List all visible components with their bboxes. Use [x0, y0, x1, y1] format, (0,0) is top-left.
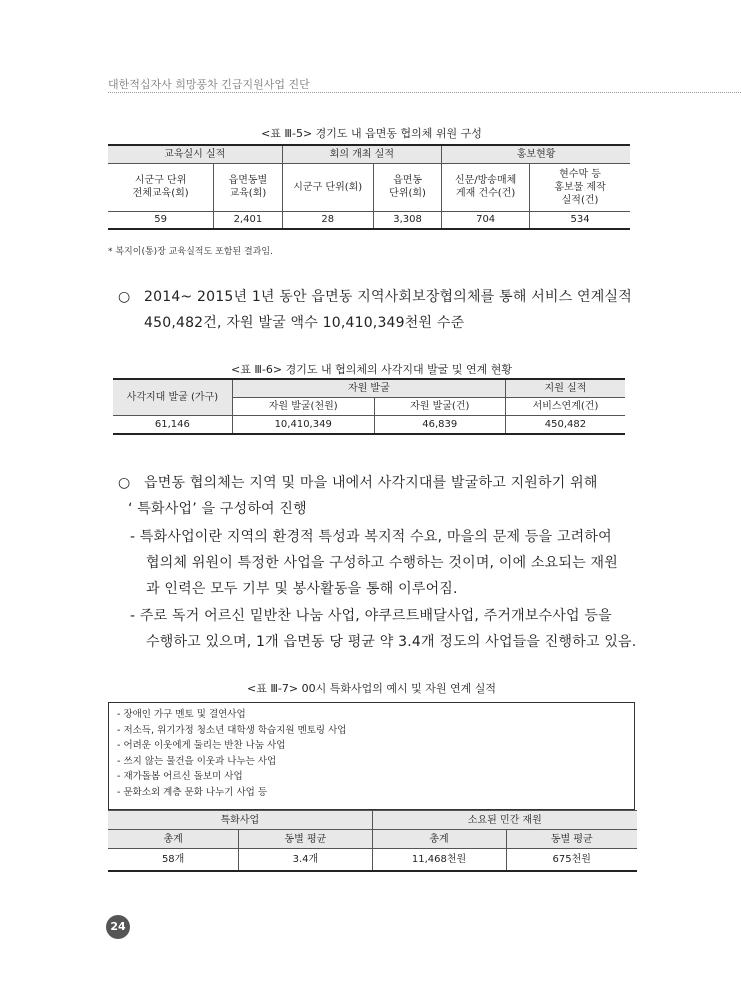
table6-cell: 46,839 — [374, 415, 505, 434]
table5 — [108, 144, 630, 230]
header-rule — [108, 92, 741, 93]
table7-subheader: 총계 — [372, 830, 506, 849]
page-number: 24 — [106, 915, 130, 939]
table5-subheader: 현수막 등 홍보물 제작 실적(건) — [530, 163, 630, 211]
example-item: - 저소득, 위기가정 청소년 대학생 학습지원 멘토링 사업 — [117, 724, 347, 736]
bullet-paragraph-1 — [118, 284, 638, 336]
table7-cell: 3.4개 — [239, 849, 372, 871]
dash1-line1: - 특화사업이란 지역의 환경적 특성과 복지적 수요, 마을의 문제 등을 고려하여 — [130, 529, 612, 545]
bullet-paragraph-2 — [118, 470, 638, 522]
table5-cell: 534 — [530, 211, 630, 229]
dash1-line2: 협의체 위원이 특정한 사업을 구성하고 수행하는 것이며, 이에 소요되는 재원 — [146, 555, 618, 571]
table7-subheader: 동별 평균 — [506, 830, 637, 849]
table7-caption: <표 Ⅲ-7> 00시 특화사업의 예시 및 자원 연계 실적 — [247, 682, 496, 695]
dash-paragraph-2 — [130, 603, 640, 655]
example-item: - 문화소외 계층 문화 나누기 사업 등 — [117, 786, 268, 798]
table6-subheader: 자원 발굴(건) — [374, 397, 505, 415]
table6-cell: 450,482 — [505, 415, 625, 434]
bullet-circle-icon: ○ — [118, 289, 131, 305]
header-title: 대한적십자사 희망풍차 긴급지원사업 진단 — [108, 78, 310, 91]
table5-subheader: 신문/방송매체 게재 건수(건) — [442, 163, 530, 211]
dash2-line1: - 주로 독거 어르신 밑반찬 나눔 사업, 야쿠르트배달사업, 주거개보수사업 등을 — [130, 608, 612, 624]
table7-cell: 58개 — [108, 849, 239, 871]
table7 — [108, 810, 637, 872]
table6-subheader: 서비스연계(건) — [505, 397, 625, 415]
table7-subheader: 총계 — [108, 830, 239, 849]
example-item: - 장애인 가구 멘토 및 결연사업 — [117, 709, 246, 720]
table5-subheader: 읍면동 단위(회) — [373, 163, 441, 211]
table7-header-private: 소요된 민간 재원 — [372, 811, 637, 830]
table6-cell: 61,146 — [113, 415, 232, 434]
table5-cell: 59 — [108, 211, 214, 229]
bullet2-line2: ‘ 특화사업’ 을 구성하여 진행 — [128, 501, 307, 517]
table5-note: * 복지이(통)장 교육실적도 포함된 결과임. — [108, 247, 273, 257]
table6-header-support: 지원 실적 — [505, 379, 625, 397]
bullet1-line2: 450,482건, 자원 발굴 액수 10,410,349천원 수준 — [144, 315, 465, 331]
table6-header-resource: 자원 발굴 — [232, 379, 505, 397]
table6-header-blindspot: 사각지대 발굴 (가구) — [113, 379, 232, 415]
example-item: - 재가돌봄 어르신 돌보미 사업 — [117, 771, 243, 782]
table5-caption: <표 Ⅲ-5> 경기도 내 읍면동 협의체 위원 구성 — [261, 127, 482, 140]
example-item: - 어려운 이웃에게 둘리는 반찬 나눔 사업 — [117, 740, 286, 751]
table5-cell: 3,308 — [373, 211, 441, 229]
example-item: - 쓰지 않는 물건을 이웃과 나누는 사업 — [117, 755, 277, 767]
table7-cell: 675천원 — [506, 849, 637, 871]
table6-subheader: 자원 발굴(천원) — [232, 397, 374, 415]
bullet-circle-icon: ○ — [118, 475, 131, 491]
table5-cell: 2,401 — [214, 211, 282, 229]
dash2-line2: 수행하고 있으며, 1개 읍면동 당 평균 약 3.4개 정도의 사업들을 진행하고 있음. — [146, 634, 637, 650]
bullet2-line1: 읍면동 협의체는 지역 및 마을 내에서 사각지대를 발굴하고 지원하기 위해 — [144, 475, 598, 491]
table5-cell: 704 — [442, 211, 530, 229]
table5-header-education: 교육실시 실적 — [108, 145, 282, 163]
table7-subheader: 동별 평균 — [239, 830, 372, 849]
table6-caption: <표 Ⅲ-6> 경기도 내 협의체의 사각지대 발굴 및 연계 현황 — [231, 363, 512, 376]
table5-subheader: 읍면동별 교육(회) — [214, 163, 282, 211]
table7-header-special: 특화사업 — [108, 811, 372, 830]
table5-header-meeting: 회의 개최 실적 — [282, 145, 442, 163]
dash1-line3: 과 인력은 모두 기부 및 봉사활동을 통해 이루어짐. — [146, 581, 458, 597]
dash-paragraph-1 — [130, 524, 640, 602]
table7-examples-box — [108, 702, 635, 810]
table5-header-promotion: 홍보현황 — [442, 145, 630, 163]
table6 — [113, 378, 625, 435]
bullet1-line1: 2014~ 2015년 1년 동안 읍면동 지역사회보장협의체를 통해 서비스 연계실적 — [144, 289, 632, 305]
table6-cell: 10,410,349 — [232, 415, 374, 434]
table5-cell: 28 — [282, 211, 373, 229]
table5-subheader: 시군구 단위(회) — [282, 163, 373, 211]
table5-subheader: 시군구 단위 전체교육(회) — [108, 163, 214, 211]
table7-cell: 11,468천원 — [372, 849, 506, 871]
